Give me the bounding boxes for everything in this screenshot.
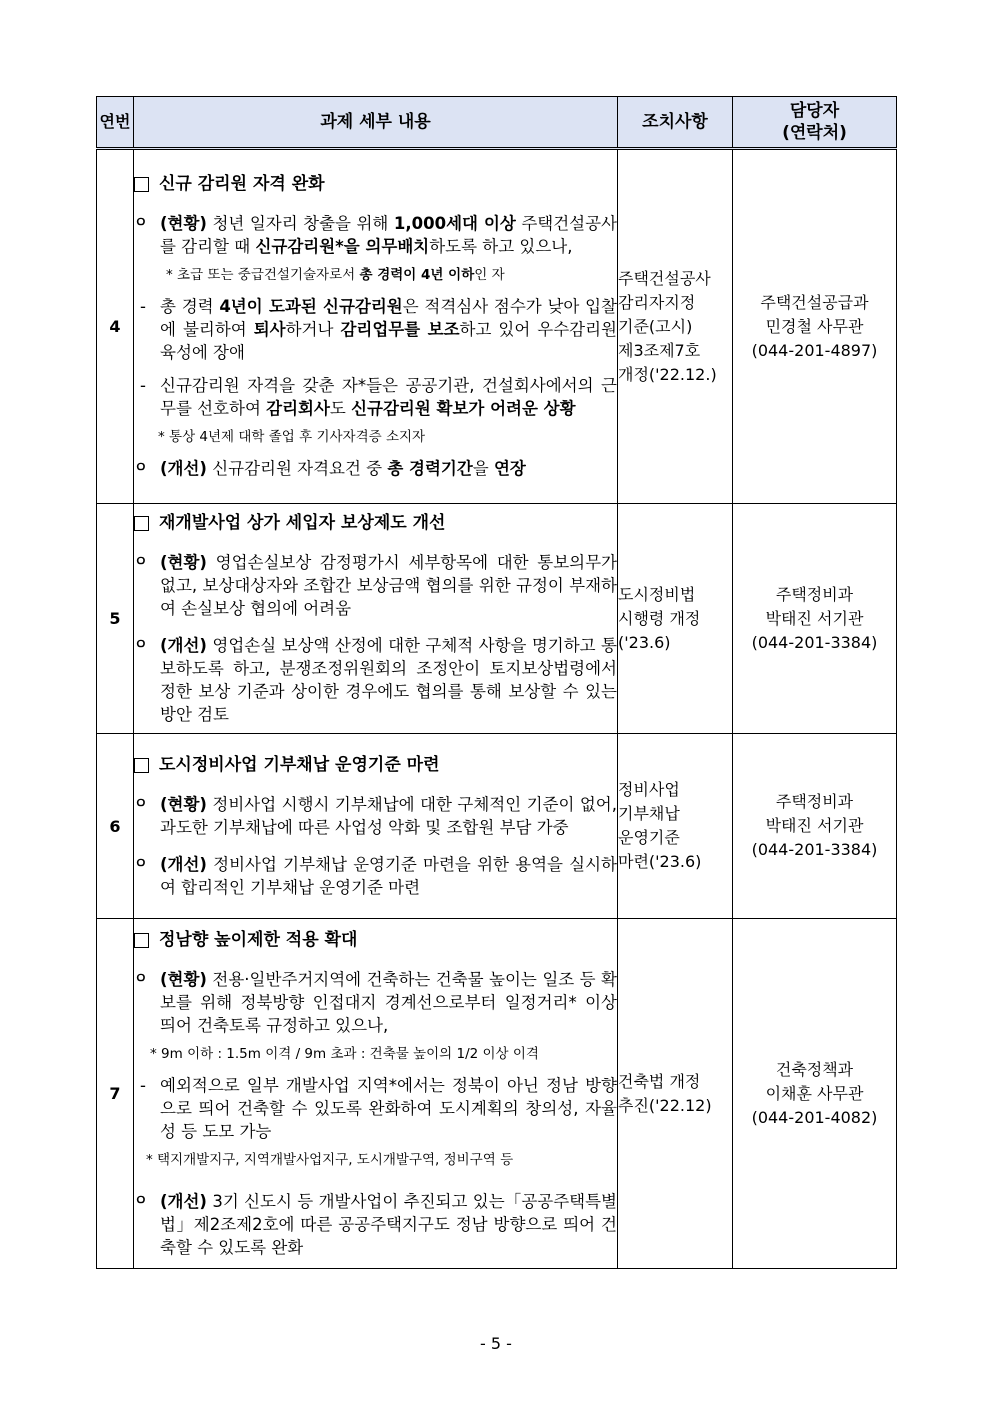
bullet-text: (개선) 신규감리원 자격요건 중 총 경력기간을 연장 <box>160 459 526 478</box>
header-no: 연번 <box>97 97 134 149</box>
row-action: 도시정비법 시행령 개정 ('23.6) <box>618 504 733 734</box>
table-row <box>97 919 897 1269</box>
bullet-improvement <box>134 457 617 480</box>
bullet-status <box>134 793 617 839</box>
bullet-status <box>134 212 617 258</box>
row-manager <box>733 919 897 1269</box>
bullet-icon: ㅇ <box>134 636 148 653</box>
manager-name: 박태진 서기관 <box>765 608 864 628</box>
checkbox-icon <box>134 933 149 948</box>
bullet-status <box>134 968 617 1037</box>
dash-text: 신규감리원 자격을 갖춘 자*들은 공공기관, 건설회사에서의 근무를 선호하여 감리회사도 신규감리원 확보가 어려운 상황 <box>160 376 617 418</box>
bullet-improvement <box>134 1190 617 1259</box>
bullet-text: (현황) 정비사업 시행시 기부채납에 대한 구체적인 기준이 없어, 과도한 기부채납에 따른 사업성 악화 및 조합원 부담 가중 <box>160 794 617 837</box>
bullet-icon: ㅇ <box>134 460 148 476</box>
bullet-icon: ㅇ <box>134 795 148 812</box>
dash-mark: - <box>140 297 146 316</box>
bullet-text: (개선) 영업손실 보상액 산정에 대한 구체적 사항을 명기하고 통보하도록 하고, 분쟁조정위원회의 조정안이 토지보상법령에서 정한 보상 기준과 상이한 경우에도 협의를 통해 보상할 수 있는 방안 검토 <box>160 635 617 724</box>
manager-name: 민경철 사무관 <box>765 316 864 336</box>
row-content <box>134 149 618 504</box>
footnote: * 통상 4년제 대학 졸업 후 기사자격증 소지자 <box>158 429 426 445</box>
header-manager: 담당자 (연락처) <box>733 97 897 149</box>
row-number: 7 <box>97 919 134 1269</box>
bullet-improvement <box>134 853 617 899</box>
row-manager <box>733 149 897 504</box>
bullet-improvement <box>134 634 617 726</box>
bullet-status <box>134 551 617 620</box>
row-action: 정비사업 기부채납 운영기준 마련('23.6) <box>618 734 733 919</box>
row-number: 5 <box>97 504 134 734</box>
row-content <box>134 504 618 734</box>
row-action: 주택건설공사 감리자지정 기준(고시) 제3조제7호 개정('22.12.) <box>618 149 733 504</box>
dash-text: 총 경력 4년이 도과된 신규감리원은 적격심사 점수가 낮아 입찰에 불리하여 퇴사하거나 감리업무를 보조하고 있어 우수감리원 육성에 장애 <box>160 297 617 362</box>
bullet-icon: ㅇ <box>134 1192 148 1209</box>
row-manager <box>733 734 897 919</box>
bullet-icon: ㅇ <box>134 553 148 570</box>
checkbox-icon <box>134 758 149 773</box>
manager-dept: 주택정비과 <box>775 792 854 811</box>
bullet-text: (개선) 정비사업 기부채납 운영기준 마련을 위한 용역을 실시하여 합리적인 기부채납 운영기준 마련 <box>160 854 617 897</box>
section-title <box>134 929 617 952</box>
manager-name: 박태진 서기관 <box>765 816 864 835</box>
row-number: 4 <box>97 149 134 504</box>
header-content: 과제 세부 내용 <box>134 97 618 149</box>
manager-phone: (044-201-4897) <box>751 340 878 360</box>
bullet-icon: ㅇ <box>134 970 148 987</box>
manager-dept: 주택정비과 <box>775 584 854 604</box>
bullet-text: (현황) 전용·일반주거지역에 건축하는 건축물 높이는 일조 등 확보를 위해 정북방향 인접대지 경계선으로부터 일정거리* 이상 띄어 건축토록 규정하고 있으나, <box>160 969 617 1035</box>
section-title-text: 도시정비사업 기부채납 운영기준 마련 <box>159 754 440 775</box>
section-title-text: 정남향 높이제한 적용 확대 <box>159 929 358 950</box>
dash-item <box>134 374 617 420</box>
footnote: * 초급 또는 중급건설기술자로서 총 경력이 4년 이하인 자 <box>166 267 505 283</box>
footnote: * 9m 이하 : 1.5m 이격 / 9m 초과 : 건축물 높이의 1/2 이상 이격 <box>150 1045 539 1062</box>
manager-dept: 건축정책과 <box>775 1059 854 1079</box>
checkbox-icon <box>134 516 149 531</box>
section-title-text: 재개발사업 상가 세입자 보상제도 개선 <box>159 512 446 533</box>
table-row <box>97 734 897 919</box>
footnote: * 택지개발지구, 지역개발사업지구, 도시개발구역, 정비구역 등 <box>146 1151 514 1168</box>
section-title <box>134 754 617 777</box>
dash-mark: - <box>140 376 146 395</box>
manager-name: 이채훈 사무관 <box>765 1083 864 1103</box>
bullet-icon: ㅇ <box>134 855 148 872</box>
table-row <box>97 149 897 504</box>
manager-phone: (044-201-4082) <box>751 1107 878 1127</box>
row-content <box>134 919 618 1269</box>
table-row <box>97 504 897 734</box>
row-content <box>134 734 618 919</box>
dash-item <box>134 1074 617 1143</box>
manager-phone: (044-201-3384) <box>751 840 878 859</box>
row-action: 건축법 개정 추진('22.12) <box>618 919 733 1269</box>
section-title <box>134 512 617 535</box>
dash-mark: - <box>140 1075 146 1095</box>
header-action: 조치사항 <box>618 97 733 149</box>
page-number: - 5 - <box>480 1334 512 1353</box>
bullet-text: (현황) 영업손실보상 감정평가시 세부항목에 대한 통보의무가 없고, 보상대상자와 조합간 보상금액 협의를 위한 규정이 부재하여 손실보상 협의에 어려움 <box>160 552 617 618</box>
task-table <box>96 96 897 1269</box>
bullet-text: (개선) 3기 신도시 등 개발사업이 추진되고 있는「공공주택특별법」제2조제2호에 따른 공공주택지구도 정남 방향으로 띄어 건축할 수 있도록 완화 <box>160 1191 617 1257</box>
row-manager <box>733 504 897 734</box>
dash-text: 예외적으로 일부 개발사업 지역*에서는 정북이 아닌 정남 방향으로 띄어 건축할 수 있도록 완화하여 도시계획의 창의성, 자율성 등 도모 가능 <box>160 1075 617 1141</box>
checkbox-icon <box>134 177 149 192</box>
section-title-text: 신규 감리원 자격 완화 <box>159 174 325 194</box>
row-number: 6 <box>97 734 134 919</box>
section-title <box>134 173 617 196</box>
dash-item <box>134 295 617 364</box>
bullet-icon: ㅇ <box>134 215 148 231</box>
manager-phone: (044-201-3384) <box>751 632 878 652</box>
manager-dept: 주택건설공급과 <box>760 292 869 312</box>
bullet-text: (현황) 청년 일자리 창출을 위해 1,000세대 이상 주택건설공사를 감리할 때 신규감리원*을 의무배치하도록 하고 있으나, <box>160 214 617 256</box>
table-header-row <box>97 97 897 149</box>
